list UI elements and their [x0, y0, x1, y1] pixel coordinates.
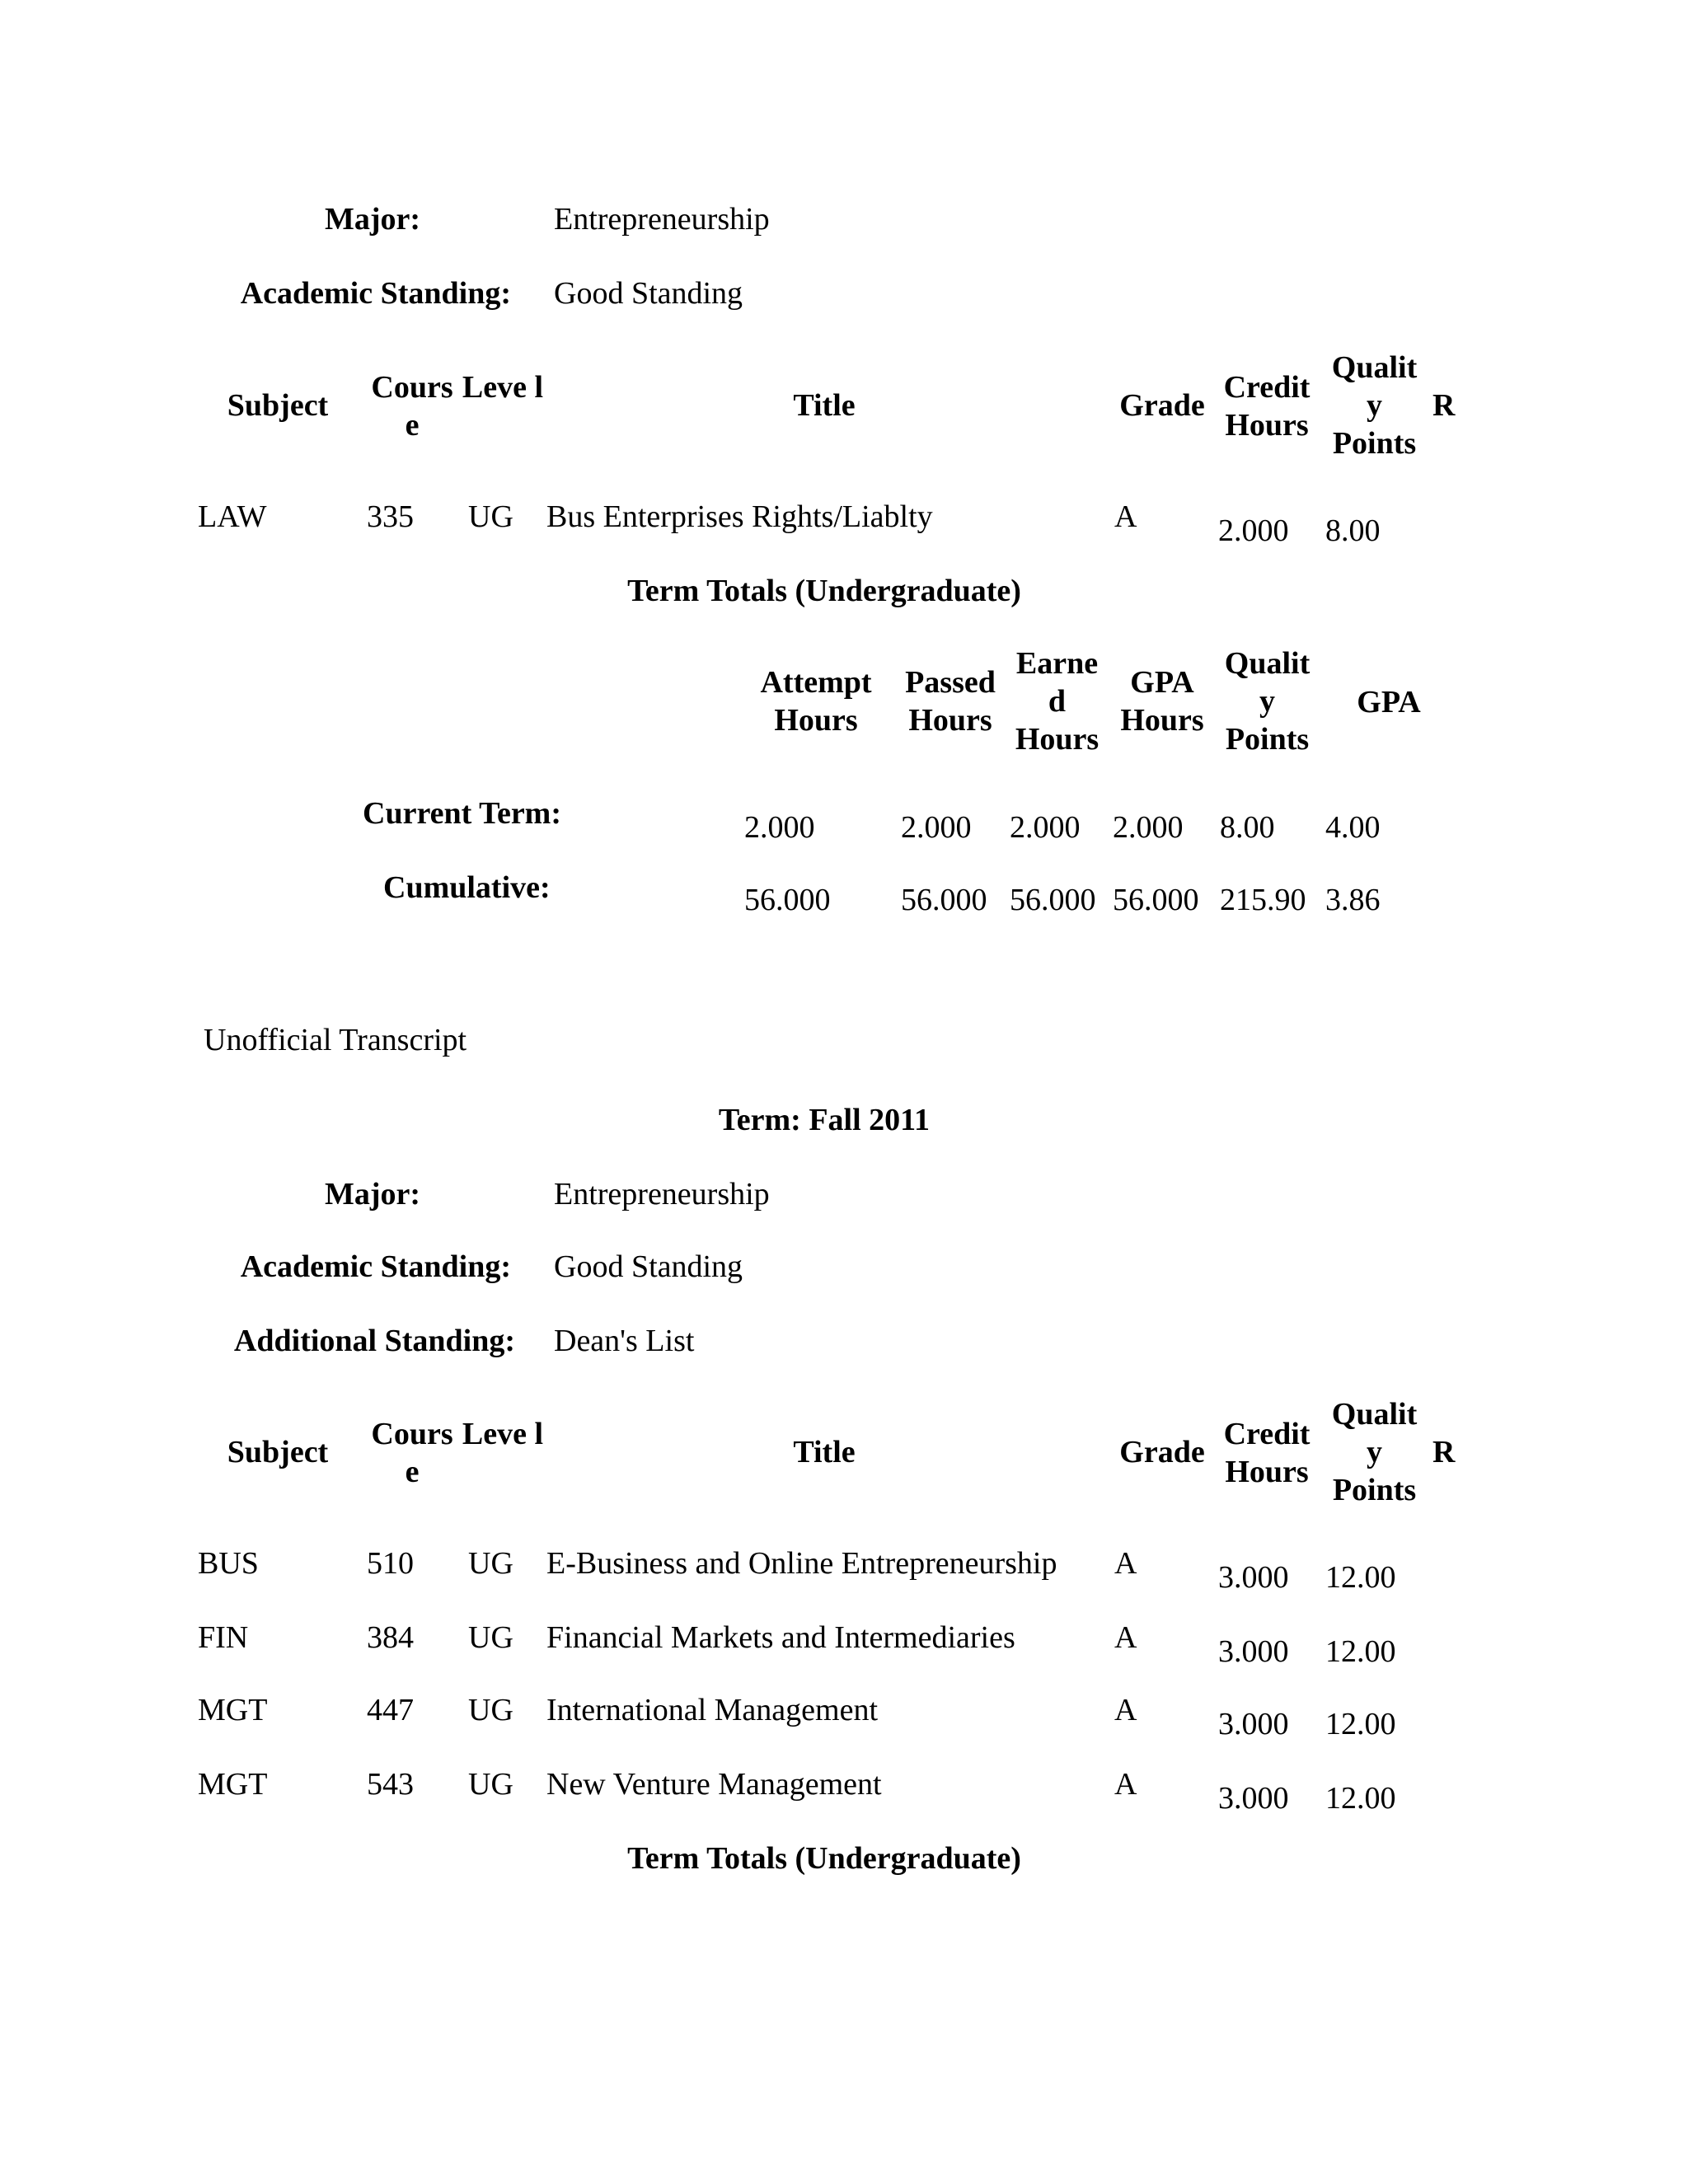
cumulative-earned-hours: 56.000 — [1010, 883, 1096, 917]
header-title-2: Title — [793, 1435, 856, 1469]
academic-standing-label: Academic Standing: — [240, 276, 511, 311]
course-quality-points: 12.00 — [1325, 1634, 1396, 1669]
current-earned-hours: 2.000 — [1010, 810, 1081, 845]
course-credit-hours: 3.000 — [1218, 1634, 1289, 1669]
course-level: UG — [468, 1546, 513, 1581]
header-level: Leve l — [462, 370, 544, 405]
header-credit-hours-2: Credit Hours — [1223, 1417, 1311, 1489]
header-quality-points: Qualit y Points — [1331, 350, 1418, 461]
course-level: UG — [468, 1693, 513, 1727]
totals-header-earned-hours: Earne d Hours — [1015, 646, 1100, 757]
cumulative-gpa-hours: 56.000 — [1113, 883, 1199, 917]
current-quality-points: 8.00 — [1220, 810, 1275, 845]
course-grade: A — [1114, 1767, 1137, 1802]
major-label-2: Major: — [324, 1177, 420, 1212]
academic-standing-label-2: Academic Standing: — [240, 1249, 511, 1284]
current-attempt-hours: 2.000 — [744, 810, 815, 845]
additional-standing-label: Additional Standing: — [233, 1324, 515, 1358]
course-title: Bus Enterprises Rights/Liablty — [546, 499, 933, 534]
term-totals-heading-2: Term Totals (Undergraduate) — [627, 1841, 1021, 1876]
header-grade-2: Grade — [1119, 1435, 1205, 1469]
course-grade: A — [1114, 499, 1137, 534]
totals-header-passed-hours: Passed Hours — [905, 665, 996, 738]
course-level: UG — [468, 499, 513, 534]
course-subject: FIN — [198, 1620, 249, 1655]
additional-standing-value: Dean's List — [554, 1324, 695, 1358]
course-grade: A — [1114, 1546, 1137, 1581]
course-quality-points: 8.00 — [1325, 513, 1381, 548]
course-credit-hours: 3.000 — [1218, 1707, 1289, 1741]
cumulative-attempt-hours: 56.000 — [744, 883, 831, 917]
current-gpa-hours: 2.000 — [1113, 810, 1184, 845]
course-quality-points: 12.00 — [1325, 1781, 1396, 1816]
course-title: E-Business and Online Entrepreneurship — [546, 1546, 1057, 1581]
course-subject: MGT — [198, 1767, 268, 1802]
course-credit-hours: 3.000 — [1218, 1781, 1289, 1816]
major-label: Major: — [324, 202, 420, 237]
course-number: 510 — [367, 1546, 414, 1581]
header-course: Cours e — [371, 370, 453, 443]
course-number: 335 — [367, 499, 414, 534]
current-term-label: Current Term: — [363, 796, 561, 831]
header-title: Title — [793, 388, 856, 423]
term-heading: Term: Fall 2011 — [718, 1103, 931, 1137]
cumulative-quality-points: 215.90 — [1220, 883, 1306, 917]
totals-header-gpa: GPA — [1357, 685, 1421, 719]
cumulative-passed-hours: 56.000 — [901, 883, 987, 917]
academic-standing-value-2: Good Standing — [554, 1249, 743, 1284]
course-grade: A — [1114, 1620, 1137, 1655]
totals-header-gpa-hours: GPA Hours — [1120, 665, 1204, 738]
current-gpa: 4.00 — [1325, 810, 1381, 845]
course-title: International Management — [546, 1693, 879, 1727]
totals-header-attempt-hours: Attempt Hours — [760, 665, 872, 738]
course-quality-points: 12.00 — [1325, 1707, 1396, 1741]
course-subject: BUS — [198, 1546, 259, 1581]
header-subject: Subject — [227, 388, 329, 423]
course-quality-points: 12.00 — [1325, 1560, 1396, 1595]
course-number: 447 — [367, 1693, 414, 1727]
header-r: R — [1432, 388, 1456, 423]
major-value: Entrepreneurship — [554, 202, 770, 237]
course-credit-hours: 3.000 — [1218, 1560, 1289, 1595]
current-passed-hours: 2.000 — [901, 810, 972, 845]
term-totals-heading: Term Totals (Undergraduate) — [627, 574, 1021, 608]
cumulative-label: Cumulative: — [383, 870, 551, 905]
course-number: 543 — [367, 1767, 414, 1802]
header-grade: Grade — [1119, 388, 1205, 423]
header-credit-hours: Credit Hours — [1223, 370, 1311, 443]
unofficial-transcript-label: Unofficial Transcript — [204, 1023, 467, 1057]
header-subject-2: Subject — [227, 1435, 329, 1469]
course-title: Financial Markets and Intermediaries — [546, 1620, 1015, 1655]
cumulative-gpa: 3.86 — [1325, 883, 1381, 917]
header-level-2: Leve l — [462, 1417, 544, 1451]
major-value-2: Entrepreneurship — [554, 1177, 770, 1212]
header-r-2: R — [1432, 1435, 1456, 1469]
totals-header-quality-points: Qualit y Points — [1224, 646, 1311, 757]
academic-standing-value: Good Standing — [554, 276, 743, 311]
course-subject: MGT — [198, 1693, 268, 1727]
course-number: 384 — [367, 1620, 414, 1655]
header-course-2: Cours e — [371, 1417, 453, 1489]
course-grade: A — [1114, 1693, 1137, 1727]
header-quality-points-2: Qualit y Points — [1331, 1397, 1418, 1507]
course-level: UG — [468, 1767, 513, 1802]
course-level: UG — [468, 1620, 513, 1655]
course-title: New Venture Management — [546, 1767, 882, 1802]
course-subject: LAW — [198, 499, 267, 534]
course-credit-hours: 2.000 — [1218, 513, 1289, 548]
